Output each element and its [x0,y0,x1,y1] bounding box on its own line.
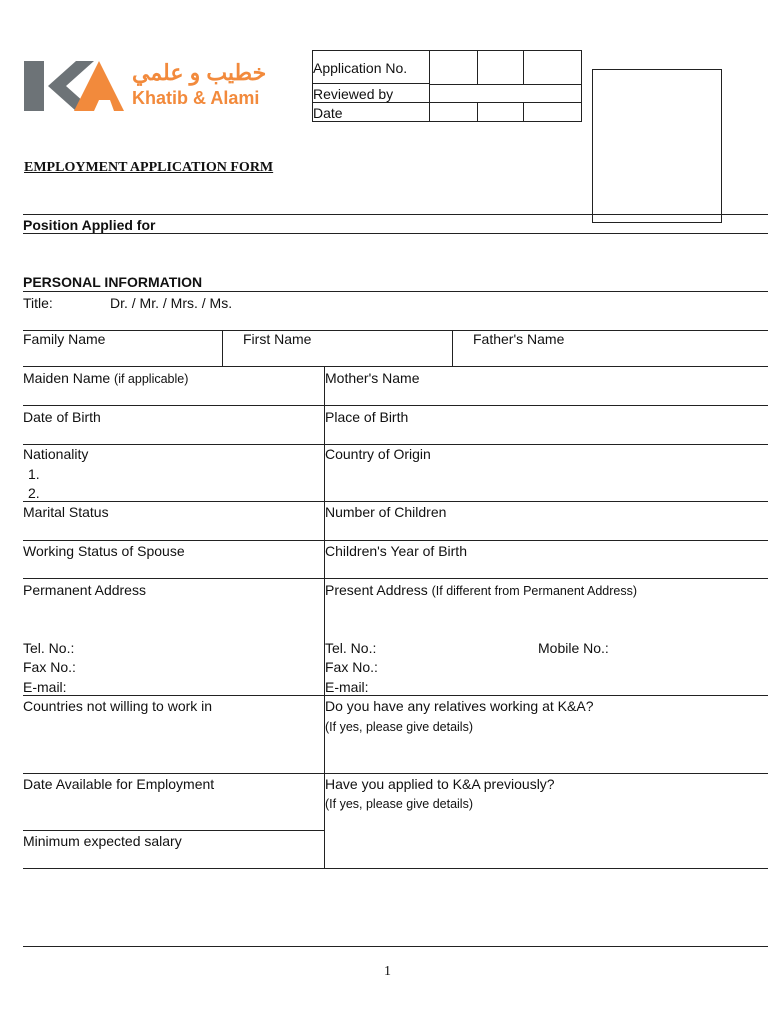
permanent-address-field[interactable]: Permanent Address [23,582,146,598]
permanent-fax-field[interactable]: Fax No.: [23,659,76,675]
marital-status-field[interactable]: Marital Status [23,504,109,520]
country-of-origin-field[interactable]: Country of Origin [325,446,431,462]
position-applied-label: Position Applied for [23,217,156,233]
title-options[interactable]: Dr. / Mr. / Mrs. / Ms. [110,295,233,311]
place-of-birth-field[interactable]: Place of Birth [325,409,409,425]
first-name-field[interactable]: First Name [243,331,312,347]
permanent-email-field[interactable]: E-mail: [23,679,67,695]
applied-previously-question[interactable]: Have you applied to K&A previously? [325,776,555,792]
personal-info-heading: PERSONAL INFORMATION [23,274,203,290]
form-title: EMPLOYMENT APPLICATION FORM [24,160,274,175]
application-no-label: Application No. [313,60,408,76]
date-label: Date [313,105,343,121]
present-email-field[interactable]: E-mail: [325,679,369,695]
reviewed-by-label: Reviewed by [313,86,394,102]
permanent-tel-field[interactable]: Tel. No.: [23,640,75,656]
photo-box[interactable] [592,69,722,223]
nationality-2[interactable]: 2. [28,485,40,501]
spouse-working-status-field[interactable]: Working Status of Spouse [23,543,185,559]
page-number: 1 [384,964,391,979]
applied-details-note: (If yes, please give details) [325,797,473,811]
fathers-name-field[interactable]: Father's Name [473,331,565,347]
present-tel-field[interactable]: Tel. No.: [325,640,377,656]
logo-english-text: Khatib & Alami [132,88,260,108]
present-address-field[interactable]: Present Address (If different from Permanent Address) [325,582,638,598]
logo-arabic-text: خطيب و علمي [132,60,267,85]
mobile-no-field[interactable]: Mobile No.: [538,640,609,656]
date-of-birth-field[interactable]: Date of Birth [23,409,101,425]
nationality-field[interactable]: Nationality [23,446,89,462]
nationality-1[interactable]: 1. [28,466,40,482]
title-label: Title: [23,295,53,311]
family-name-field[interactable]: Family Name [23,331,106,347]
present-fax-field[interactable]: Fax No.: [325,659,378,675]
mothers-name-field[interactable]: Mother's Name [325,370,420,386]
maiden-name-field[interactable]: Maiden Name (if applicable) [23,370,189,386]
countries-not-willing-field[interactable]: Countries not willing to work in [23,698,213,714]
date-available-field[interactable]: Date Available for Employment [23,776,215,792]
relatives-details-note: (If yes, please give details) [325,720,473,734]
minimum-salary-field[interactable]: Minimum expected salary [23,833,182,849]
number-of-children-field[interactable]: Number of Children [325,504,447,520]
relatives-question[interactable]: Do you have any relatives working at K&A? [325,698,594,714]
childrens-year-of-birth-field[interactable]: Children's Year of Birth [325,543,467,559]
